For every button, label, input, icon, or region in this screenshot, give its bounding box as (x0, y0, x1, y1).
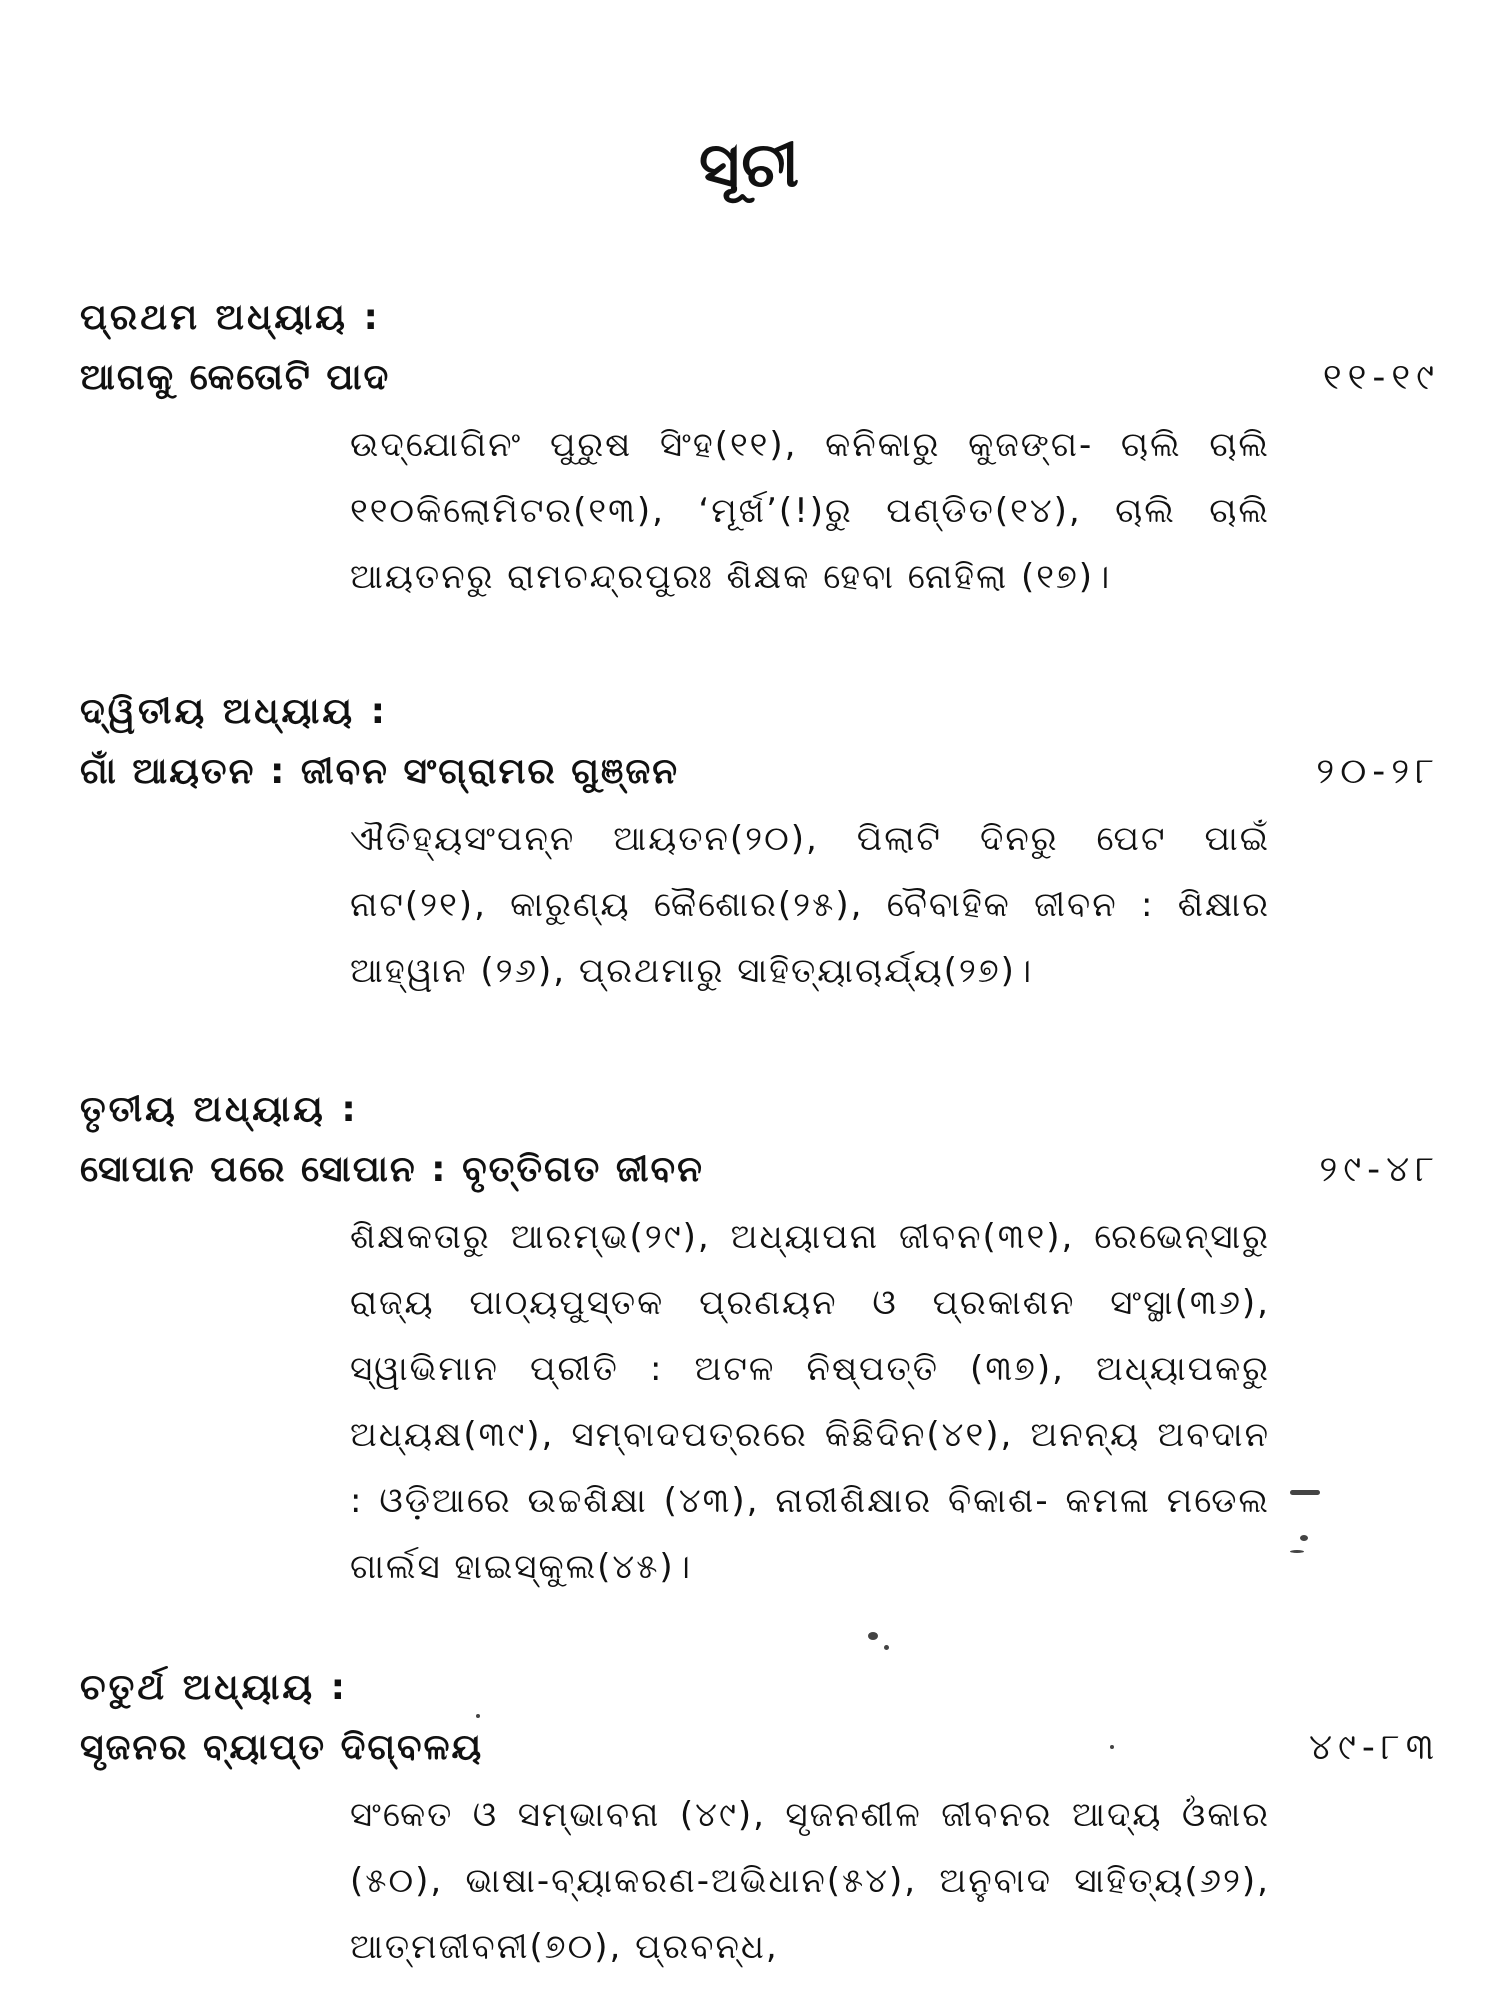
chapter-title: ସୃଜନର ବ୍ୟାପ୍ତ ଦିଗ୍‌ବଳୟ (80, 1727, 484, 1768)
scan-speck (476, 1714, 480, 1718)
chapter-summary: ଐତିହ୍ୟସଂପନ୍ନ ଆୟତନ(୨୦), ପିଲାଟି ଦିନରୁ ପେଟ ପାଇଁ ନାଟ(୨୧), କାରୁଣ୍ୟ କୈଶୋର(୨୫), ବୈବାହିକ ଜୀବନ : ଶିକ୍ଷାର ଆହ୍ୱାନ (୨୬), ପ୍ରଥମାରୁ ସାହିତ୍ୟାଚାର୍ଯ୍ୟ(୨୭)। (350, 819, 1270, 991)
chapter-title: ଗାଁ ଆୟତନ : ଜୀବନ ସଂଗ୍ରାମର ଗୁଞ୍ଜନ (80, 751, 680, 792)
chapter-2 (80, 682, 1460, 1004)
chapter-title-row (80, 1140, 1460, 1200)
chapter-title-row (80, 1718, 1460, 1778)
chapter-4 (80, 1658, 1460, 1980)
scan-speck (884, 1645, 889, 1650)
chapter-heading: ଚତୁର୍ଥ ଅଧ୍ୟାୟ : (80, 1667, 349, 1708)
chapter-title-row (80, 742, 1460, 802)
scan-speck (1110, 1745, 1114, 1749)
chapter-page-range: ୨୯-୪୮ (1319, 1149, 1440, 1190)
scan-speck (1290, 1490, 1320, 1495)
chapter-summary: ଉଦ୍‌ଯୋଗିନଂ ପୁରୁଷ ସିଂହ(୧୧), କନିକାରୁ କୁଜଙ୍ଗ- ଚାଲି ଚାଲି ୧୧୦କିଲୋମିଟର(୧୩), ‘ମୂର୍ଖ’(!)ରୁ ପଣ୍ଡିତ(୧୪), ଚାଲି ଚାଲି ଆୟତନରୁ ରାମଚନ୍ଦ୍ରପୁରଃ ଶିକ୍ଷକ ହେବା ନୋହିଲା (୧୭)। (350, 425, 1270, 597)
chapter-page-range: ୨୦-୨୮ (1316, 751, 1440, 792)
chapter-summary: ସଂକେତ ଓ ସମ୍ଭାବନା (୪୯), ସୃଜନଶୀଳ ଜୀବନର ଆଦ୍ୟ ଓଁକାର (୫୦), ଭାଷା-ବ୍ୟାକରଣ-ଅଭିଧାନ(୫୪), ଅନୁବାଦ ସାହିତ୍ୟ(୬୨), ଆତ୍ମଜୀବନୀ(୭୦), ପ୍ରବନ୍ଧ, (350, 1795, 1270, 1967)
chapter-summary: ଶିକ୍ଷକତାରୁ ଆରମ୍ଭ(୨୯), ଅଧ୍ୟାପନା ଜୀବନ(୩୧), ରେଭେନ୍ସାରୁ ରାଜ୍ୟ ପାଠ୍ୟପୁସ୍ତକ ପ୍ରଣୟନ ଓ ପ୍ରକାଶନ ସଂସ୍ଥା(୩୬), ସ୍ୱାଭିମାନ ପ୍ରୀତି : ଅଟଳ ନିଷ୍ପତ୍ତି (୩୭), ଅଧ୍ୟାପକରୁ ଅଧ୍ୟକ୍ଷ(୩୯), ସମ୍ବାଦପତ୍ରରେ କିଛିଦିନ(୪୧), ଅନନ୍ୟ ଅବଦାନ : ଓଡ଼ିଆରେ ଉଚ୍ଚଶିକ୍ଷା (୪୩), ନାରୀଶିକ୍ଷାର ବିକାଶ- କମଳା ମଡେଲ ଗାର୍ଲସ ହାଇସ୍କୁଲ(୪୫)। (350, 1217, 1270, 1587)
chapter-3 (80, 1080, 1460, 1600)
chapter-heading: ପ୍ରଥମ ଅଧ୍ୟାୟ : (80, 297, 381, 338)
chapter-1 (80, 288, 1460, 610)
chapter-page-range: ୪୯-୮୩ (1308, 1727, 1440, 1768)
scan-speck (1290, 1550, 1304, 1553)
scan-speck (868, 1632, 878, 1640)
page-title: ସୂଚୀ (698, 128, 802, 201)
chapter-heading: ଦ୍ୱିତୀୟ ଅଧ୍ୟାୟ : (80, 691, 389, 732)
chapter-title: ଆଗକୁ କେତୋଟି ପାଦ (80, 357, 391, 398)
chapter-heading: ତୃତୀୟ ଅଧ୍ୟାୟ : (80, 1089, 359, 1130)
chapter-title-row (80, 348, 1460, 408)
chapter-title: ସୋପାନ ପରେ ସୋପାନ : ବୃତ୍ତିଗତ ଜୀବନ (80, 1149, 704, 1190)
chapter-page-range: ୧୧-୧୯ (1322, 357, 1440, 398)
scan-speck (1300, 1535, 1308, 1541)
